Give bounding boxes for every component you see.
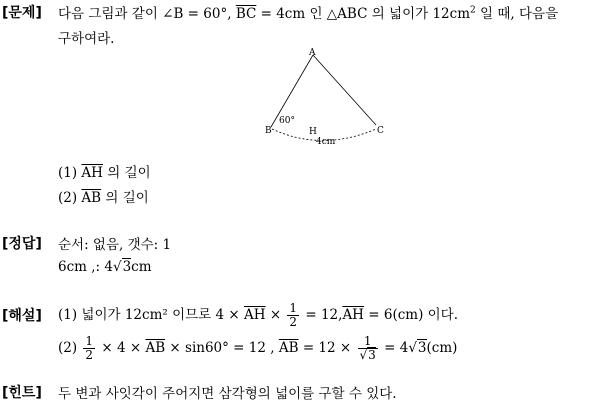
solution-line-2: (2) $\frac{1}{2}$ × $4 \times \overline{AB} \times \sin 60^\circ = 12$ , $\overline{AB} = 12$ × $\frac{1}{√3}$ = 4√3(cm)	[58, 334, 458, 362]
label-b: B	[265, 126, 272, 136]
hint-text: 두 변과 사잇각이 주어지면 삼각형의 넓이를 구할 수 있다.	[58, 386, 397, 402]
length-label: 4cm	[316, 137, 336, 147]
triangle-figure	[0, 40, 592, 160]
question-1: (1) $\overline{AH}$ 의 길이	[58, 165, 151, 181]
answer-line-1: 순서: 없음, 갯수: 1	[58, 237, 172, 253]
label-c: C	[377, 126, 384, 136]
angle-label: 60°	[279, 116, 295, 126]
label-a: A	[309, 48, 316, 58]
question-2: (2) $\overline{AB}$ 의 길이	[58, 190, 149, 206]
problem-line-1: 다음 그림과 같이 ∠B = 60°, $\overline{BC} = 4cm$ 인 △ABC 의 넓이가 $12cm^2$ 일 때, 다음을	[58, 5, 559, 22]
solution-tag: [해설]	[2, 308, 42, 324]
answer-tag: [정답]	[2, 236, 42, 252]
problem-line-2: 구하여라.	[58, 31, 115, 47]
solution-line-1: (1) 넓이가 12cm² 이므로 $4 \times \overline{AH}$ × $\frac{1}{2}$ = $12,\overline{AH} = 6(cm)$ 이다.	[58, 301, 459, 329]
answer-line-2: 6cm ,: 4√3cm	[58, 259, 152, 275]
side-ac	[313, 55, 376, 125]
problem-tag: [문제]	[2, 5, 42, 21]
hint-tag: [힌트]	[2, 385, 42, 401]
label-h: H	[309, 127, 317, 137]
